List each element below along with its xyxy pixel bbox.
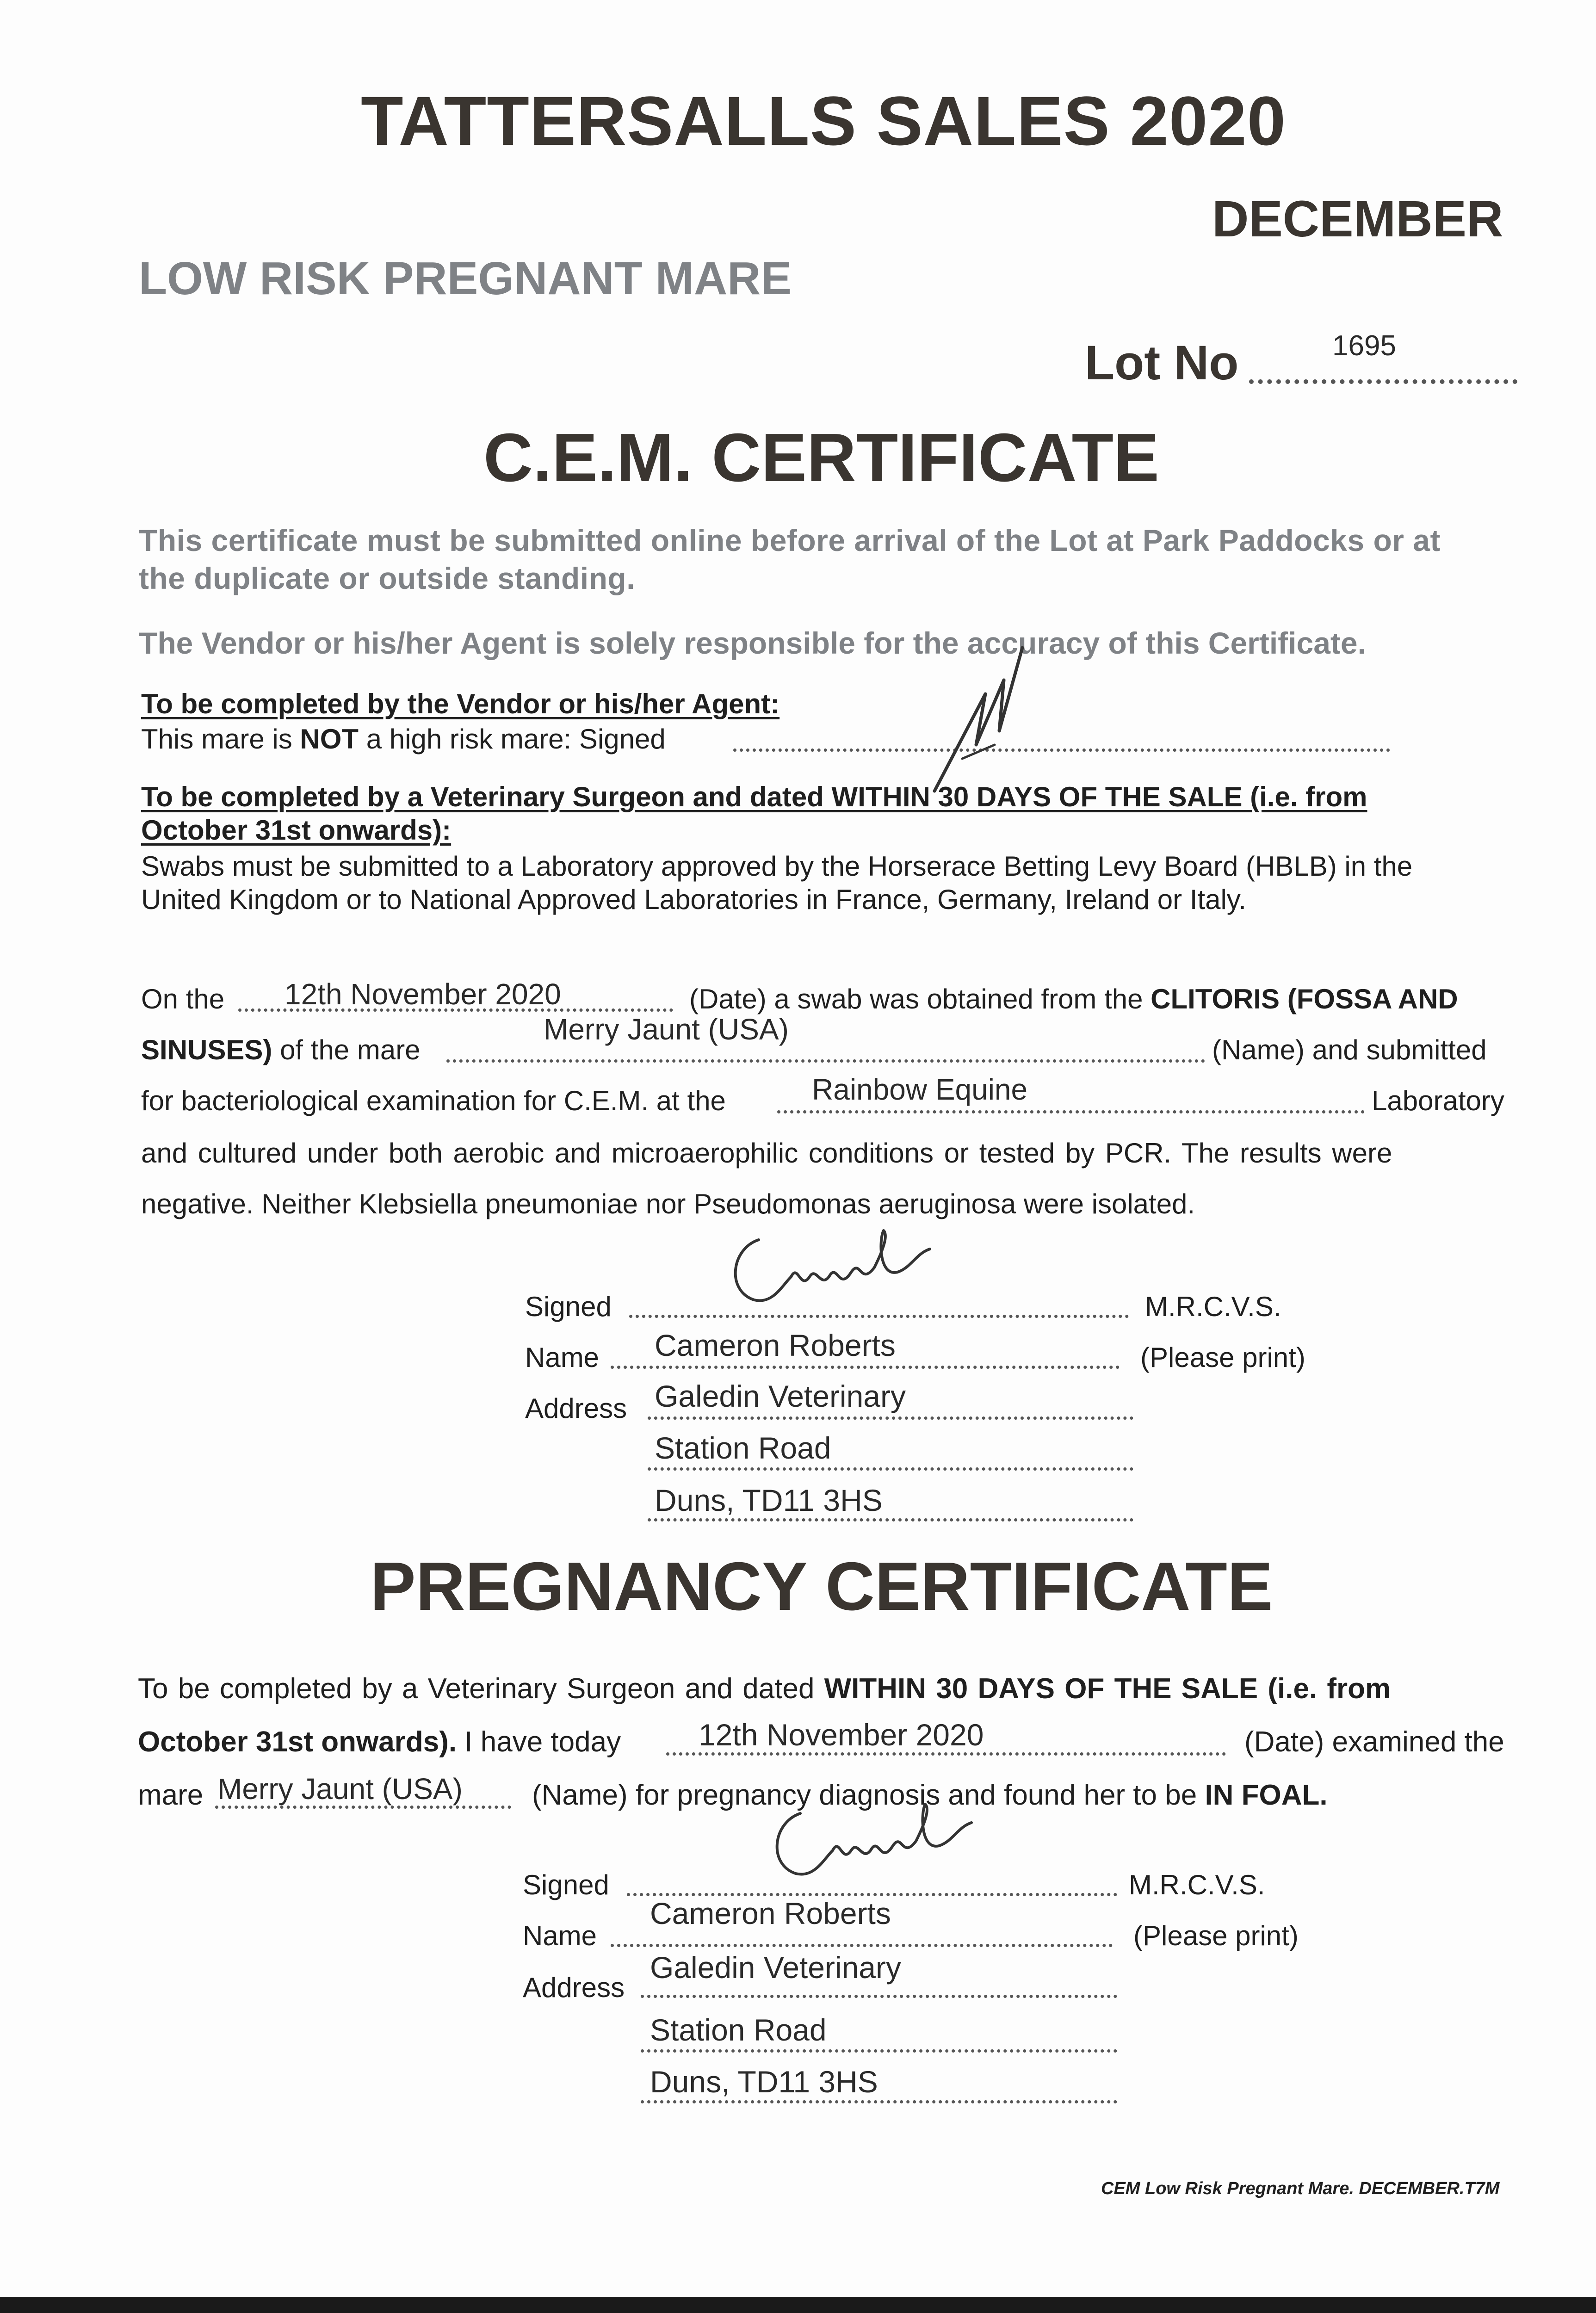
cem-vet-name: Cameron Roberts [655, 1328, 896, 1362]
pregnancy-date-label: October 31st onwards). I have today [138, 1726, 621, 1758]
vet-heading: To be completed by a Veterinary Surgeon and dated WITHIN 30 DAYS OF THE SALE (i.e. from [141, 781, 1367, 812]
pregnancy-mare-name: Merry Jaunt (USA) [217, 1772, 463, 1806]
cem-signed-label: Signed [525, 1291, 612, 1322]
preg-name-line [611, 1944, 1113, 1947]
preg-address-2: Station Road [650, 2013, 827, 2047]
pregnancy-certificate-title: PREGNANCY CERTIFICATE [370, 1548, 1273, 1625]
preg-signed-label: Signed [523, 1869, 609, 1900]
cem-certificate-title: C.E.M. CERTIFICATE [483, 420, 1159, 496]
preg-address-line-2 [641, 2049, 1117, 2053]
cem-address-1: Galedin Veterinary [655, 1379, 906, 1413]
pregnancy-mare-line [215, 1806, 511, 1809]
vet-heading-cont: October 31st onwards): [141, 815, 452, 846]
cem-vet-signature [722, 1221, 962, 1316]
cem-address-2: Station Road [655, 1431, 831, 1465]
cem-address-line-2 [648, 1467, 1133, 1471]
lot-label: Lot No [1085, 336, 1239, 390]
cem-address-line-1 [648, 1416, 1133, 1420]
mare-label: mare [138, 1779, 204, 1811]
preg-vet-signature [763, 1795, 1004, 1890]
cultured-statement: and cultured under both aerobic and microaerophilic conditions or tested by PCR. The results were [141, 1138, 1392, 1169]
vendor-signature [907, 638, 1045, 798]
mare-line: SINUSES) of the mare [141, 1034, 421, 1065]
cem-name-label: Name [525, 1342, 600, 1373]
swab-date-label: (Date) a swab was obtained from the CLITORIS (FOSSA AND [689, 983, 1458, 1014]
lot-number-line [1249, 379, 1517, 384]
pregnancy-date-line [666, 1752, 1226, 1756]
sale-title: TATTERSALLS SALES 2020 [361, 82, 1287, 160]
on-the-label: On the [141, 983, 225, 1014]
examined-label: (Date) examined the [1244, 1726, 1504, 1758]
negative-statement: negative. Neither Klebsiella pneumoniae nor Pseudomonas aeruginosa were isolated. [141, 1188, 1195, 1219]
vendor-signature-line [733, 748, 1390, 752]
preg-address-1: Galedin Veterinary [650, 1950, 901, 1985]
pregnancy-date: 12th November 2020 [699, 1718, 984, 1752]
responsibility-notice: The Vendor or his/her Agent is solely responsible for the accuracy of this Certificate. [139, 626, 1366, 660]
swab-date: 12th November 2020 [285, 977, 561, 1011]
cem-address-label: Address [525, 1393, 627, 1424]
cem-address-3: Duns, TD11 3HS [655, 1483, 883, 1517]
preg-address-3: Duns, TD11 3HS [650, 2065, 878, 2099]
laboratory-label: Laboratory [1372, 1085, 1504, 1116]
category-label: LOW RISK PREGNANT MARE [139, 253, 792, 304]
swab-instructions-cont: United Kingdom or to National Approved Laboratories in France, Germany, Ireland or Italy. [141, 884, 1247, 915]
laboratory-name: Rainbow Equine [812, 1073, 1028, 1106]
form-code: CEM Low Risk Pregnant Mare. DECEMBER.T7M [1101, 2179, 1500, 2198]
name-submitted-label: (Name) and submitted [1212, 1034, 1487, 1065]
submission-notice: This certificate must be submitted online before arrival of the Lot at Park Paddocks or at [139, 523, 1441, 557]
cem-address-line-3 [648, 1518, 1133, 1521]
preg-address-label: Address [523, 1972, 625, 2003]
cem-mare-name: Merry Jaunt (USA) [544, 1013, 789, 1046]
preg-name-label: Name [523, 1920, 597, 1951]
pregnancy-result-line: (Name) for pregnancy diagnosis and found her to be IN FOAL. [532, 1779, 1328, 1811]
pregnancy-intro: To be completed by a Veterinary Surgeon and dated WITHIN 30 DAYS OF THE SALE (i.e. from [138, 1673, 1391, 1705]
cem-mrcvs-label: M.R.C.V.S. [1145, 1291, 1281, 1322]
preg-address-line-1 [641, 1995, 1117, 1998]
cem-name-line [611, 1366, 1120, 1369]
preg-mrcvs-label: M.R.C.V.S. [1129, 1869, 1265, 1900]
bacteriological-label: for bacteriological examination for C.E.M. at the [141, 1085, 726, 1116]
preg-address-line-3 [641, 2100, 1117, 2103]
swab-instructions: Swabs must be submitted to a Laboratory approved by the Horserace Betting Levy Board (HBLB) in the [141, 851, 1413, 882]
sale-month: DECEMBER [1212, 191, 1503, 247]
preg-vet-name: Cameron Roberts [650, 1896, 891, 1930]
cem-please-print: (Please print) [1140, 1342, 1305, 1373]
vendor-heading: To be completed by the Vendor or his/her Agent: [141, 688, 780, 719]
vendor-declaration: This mare is NOT a high risk mare: Signed [141, 724, 666, 755]
preg-please-print: (Please print) [1133, 1920, 1299, 1951]
mare-name-line [446, 1059, 1205, 1063]
submission-notice-cont: the duplicate or outside standing. [139, 561, 636, 595]
lot-number: 1695 [1332, 330, 1396, 362]
laboratory-line [777, 1110, 1365, 1113]
